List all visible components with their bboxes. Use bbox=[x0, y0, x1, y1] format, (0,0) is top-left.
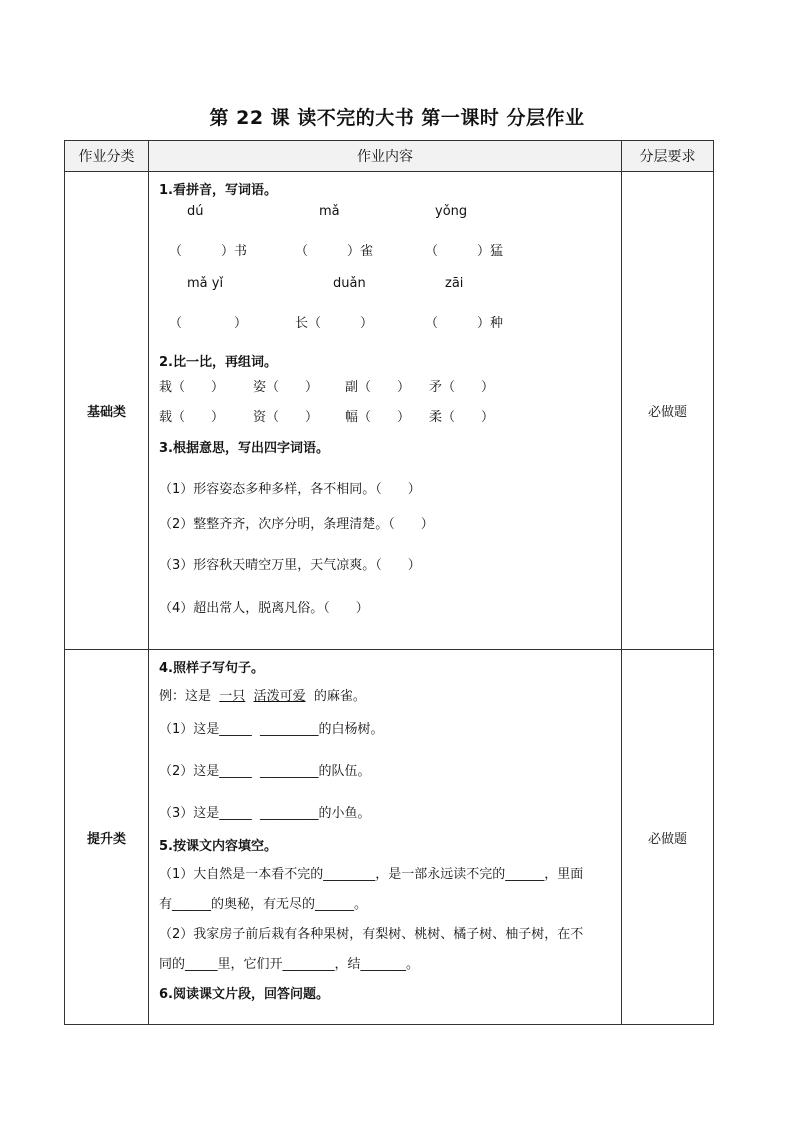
compare-item: 载（ ） bbox=[159, 410, 225, 425]
item-3-4: （4）超出常人，脱离凡俗。（ ） bbox=[159, 601, 369, 616]
table-row-basic bbox=[65, 172, 714, 650]
item-5-2b: 同的_____里，它们开________，结_______。 bbox=[159, 957, 420, 972]
pinyin: duǎn bbox=[333, 276, 366, 291]
homework-table bbox=[64, 140, 714, 1025]
question-6: 6.阅读课文片段，回答问题。 bbox=[159, 987, 329, 1002]
item-5-1b: 有______的奥秘，有无尽的______。 bbox=[159, 897, 368, 912]
pinyin: dú bbox=[187, 204, 204, 219]
category-basic bbox=[65, 172, 149, 650]
compare-item: 姿（ ） bbox=[253, 380, 319, 395]
pinyin: mǎ yǐ bbox=[187, 276, 224, 291]
blank: （ ）种 bbox=[425, 316, 504, 331]
example-underline-1: 一只 bbox=[219, 689, 246, 704]
compare-row-2 bbox=[159, 406, 613, 436]
item-3-2: （2）整整齐齐，次序分明，条理清楚。（ ） bbox=[159, 517, 434, 532]
blank-row-2 bbox=[159, 312, 613, 348]
item-3-3: （3）形容秋天晴空万里，天气凉爽。（ ） bbox=[159, 558, 421, 573]
content-advanced bbox=[149, 650, 622, 1025]
pinyin: mǎ bbox=[319, 204, 340, 219]
table-row-advanced bbox=[65, 650, 714, 1025]
header-content: 作业内容 bbox=[149, 141, 622, 172]
pinyin-row-2 bbox=[159, 276, 613, 312]
requirement-basic: 必做题 bbox=[622, 172, 714, 650]
page-title: 第 22 课 读不完的大书 第一课时 分层作业 bbox=[209, 107, 585, 129]
item-5-1a: （1）大自然是一本看不完的________，是一部永远读不完的______，里面 bbox=[159, 867, 584, 882]
blank: 长（ ） bbox=[295, 316, 374, 331]
header-category: 作业分类 bbox=[65, 141, 149, 172]
example-suffix: 的麻雀。 bbox=[313, 689, 366, 704]
question-5: 5.按课文内容填空。 bbox=[159, 839, 277, 854]
example-sentence bbox=[159, 682, 613, 712]
compare-item: 栽（ ） bbox=[159, 380, 225, 395]
category-basic-label: 基础类 bbox=[86, 405, 126, 420]
header-requirement: 分层要求 bbox=[622, 141, 714, 172]
item-4-3: （3）这是_____ _________的小鱼。 bbox=[159, 806, 371, 821]
question-2: 2.比一比，再组词。 bbox=[159, 355, 277, 370]
item-5-2a: （2）我家房子前后栽有各种果树，有梨树、桃树、橘子树、柚子树，在不 bbox=[159, 927, 584, 942]
category-advanced-label: 提升类 bbox=[86, 831, 126, 847]
content-basic bbox=[149, 172, 622, 650]
blank: （ ）书 bbox=[169, 244, 248, 259]
compare-row-1 bbox=[159, 376, 613, 406]
compare-item: 柔（ ） bbox=[429, 410, 495, 425]
requirement-advanced: 必做题 bbox=[622, 650, 714, 1025]
table-header-row bbox=[65, 141, 714, 172]
blank-row-1 bbox=[159, 240, 613, 276]
item-4-1: （1）这是_____ _________的白杨树。 bbox=[159, 722, 384, 737]
example-underline-2: 活泼可爱 bbox=[253, 689, 306, 704]
compare-item: 幅（ ） bbox=[345, 410, 411, 425]
compare-item: 副（ ） bbox=[345, 380, 411, 395]
question-4: 4.照样子写句子。 bbox=[159, 661, 264, 676]
pinyin-row-1 bbox=[159, 204, 613, 240]
compare-item: 矛（ ） bbox=[429, 380, 495, 395]
compare-item: 资（ ） bbox=[253, 410, 319, 425]
category-advanced bbox=[65, 650, 149, 1025]
question-3: 3.根据意思，写出四字词语。 bbox=[159, 441, 329, 456]
item-3-1: （1）形容姿态多种多样，各不相同。（ ） bbox=[159, 482, 421, 497]
item-4-2: （2）这是_____ _________的队伍。 bbox=[159, 764, 371, 779]
example-prefix: 例：这是 bbox=[159, 689, 212, 704]
blank: （ ） bbox=[169, 316, 248, 331]
blank: （ ）猛 bbox=[425, 244, 504, 259]
question-1: 1.看拼音，写词语。 bbox=[159, 183, 277, 198]
pinyin: zāi bbox=[445, 276, 464, 291]
pinyin: yǒng bbox=[435, 204, 468, 219]
blank: （ ）雀 bbox=[295, 244, 374, 259]
